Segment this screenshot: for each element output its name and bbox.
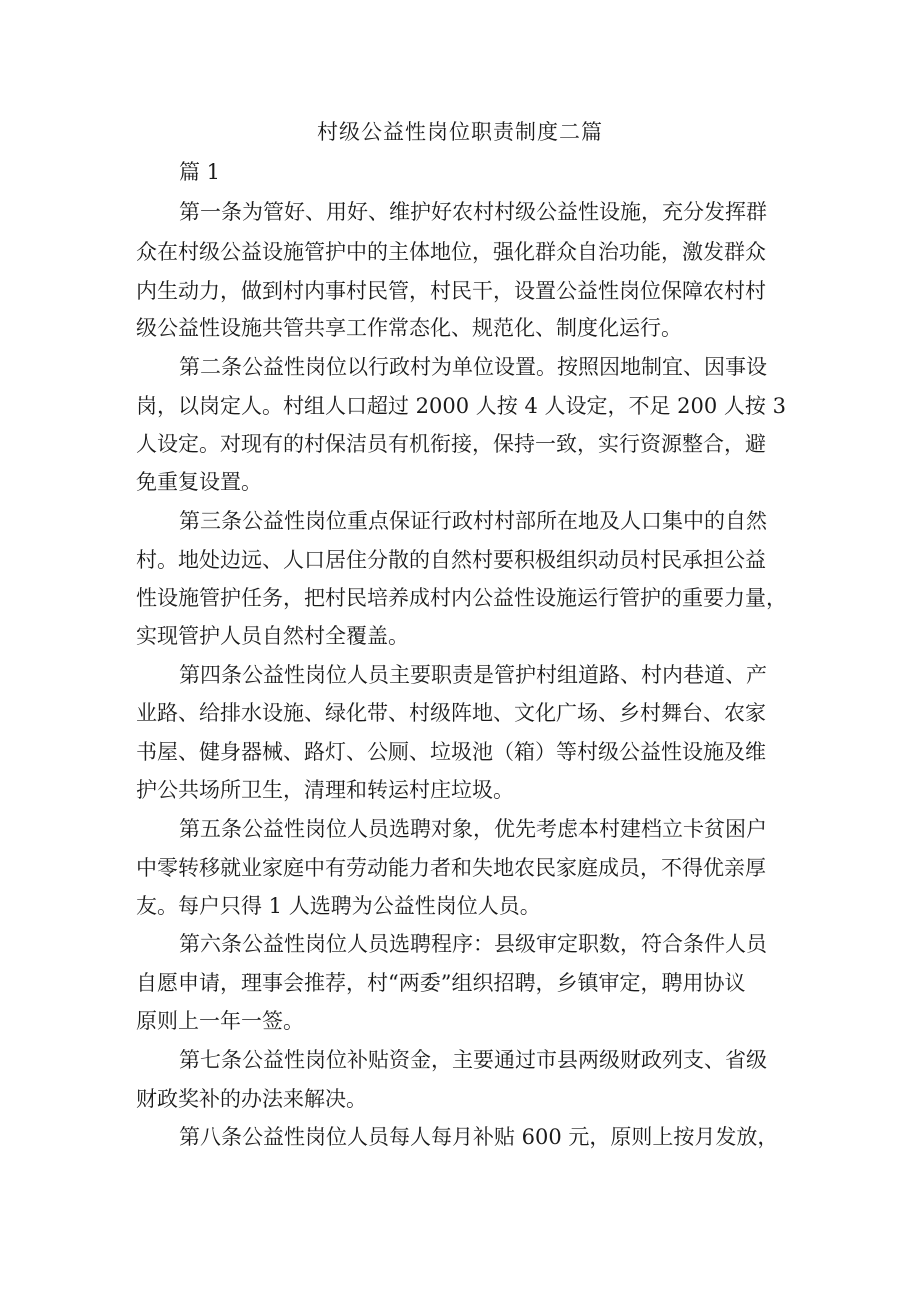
paragraph-line: 人设定。对现有的村保洁员有机衔接，保持一致，实行资源整合，避 [136, 432, 766, 456]
paragraph-line: 实现管护人员自然村全覆盖。 [136, 624, 409, 648]
paragraph-line: 友。每户只得 1 人选聘为公益性岗位人员。 [136, 894, 541, 918]
paragraph-line: 财政奖补的办法来解决。 [136, 1087, 367, 1111]
section-heading: 篇 1 [179, 160, 221, 184]
paragraph-line: 第三条公益性岗位重点保证行政村村部所在地及人口集中的自然 [179, 509, 767, 533]
paragraph-line: 第六条公益性岗位人员选聘程序：县级审定职数，符合条件人员 [179, 932, 767, 956]
paragraph-line: 第二条公益性岗位以行政村为单位设置。按照因地制宜、因事设 [179, 355, 767, 379]
paragraph-line: 中零转移就业家庭中有劳动能力者和失地农民家庭成员，不得优亲厚 [136, 856, 766, 880]
paragraph-line: 自愿申请，理事会推荐，村“两委”组织招聘，乡镇审定，聘用协议 [136, 971, 746, 995]
paragraph-line: 免重复设置。 [136, 470, 262, 494]
paragraph-line: 第七条公益性岗位补贴资金，主要通过市县两级财政列支、省级 [179, 1048, 767, 1072]
paragraph-line: 业路、给排水设施、绿化带、村级阵地、文化广场、乡村舞台、农家 [136, 701, 766, 725]
paragraph-line: 级公益性设施共管共享工作常态化、规范化、制度化运行。 [136, 316, 682, 340]
document-title: 村级公益性岗位职责制度二篇 [317, 120, 603, 144]
paragraph-line: 第五条公益性岗位人员选聘对象，优先考虑本村建档立卡贫困户 [179, 817, 767, 841]
paragraph-line: 第一条为管好、用好、维护好农村村级公益性设施，充分发挥群 [179, 200, 767, 224]
paragraph-line: 护公共场所卫生，清理和转运村庄垃圾。 [136, 778, 514, 802]
paragraph-line: 原则上一年一签。 [136, 1009, 304, 1033]
paragraph-line: 村。地处边远、人口居住分散的自然村要积极组织动员村民承担公益 [136, 548, 766, 572]
paragraph-line: 第八条公益性岗位人员每人每月补贴 600 元，原则上按月发放， [179, 1125, 779, 1149]
paragraph-line: 性设施管护任务，把村民培养成村内公益性设施运行管护的重要力量， [136, 586, 787, 610]
paragraph-line: 内生动力，做到村内事村民管，村民干，设置公益性岗位保障农村村 [136, 279, 766, 303]
paragraph-line: 众在村级公益设施管护中的主体地位，强化群众自治功能，激发群众 [136, 240, 766, 264]
paragraph-line: 书屋、健身器械、路灯、公厕、垃圾池（箱）等村级公益性设施及维 [136, 740, 766, 764]
paragraph-line: 第四条公益性岗位人员主要职责是管护村组道路、村内巷道、产 [179, 663, 767, 687]
paragraph-line: 岗，以岗定人。村组人口超过 2000 人按 4 人设定，不足 200 人按 3 [136, 394, 786, 418]
